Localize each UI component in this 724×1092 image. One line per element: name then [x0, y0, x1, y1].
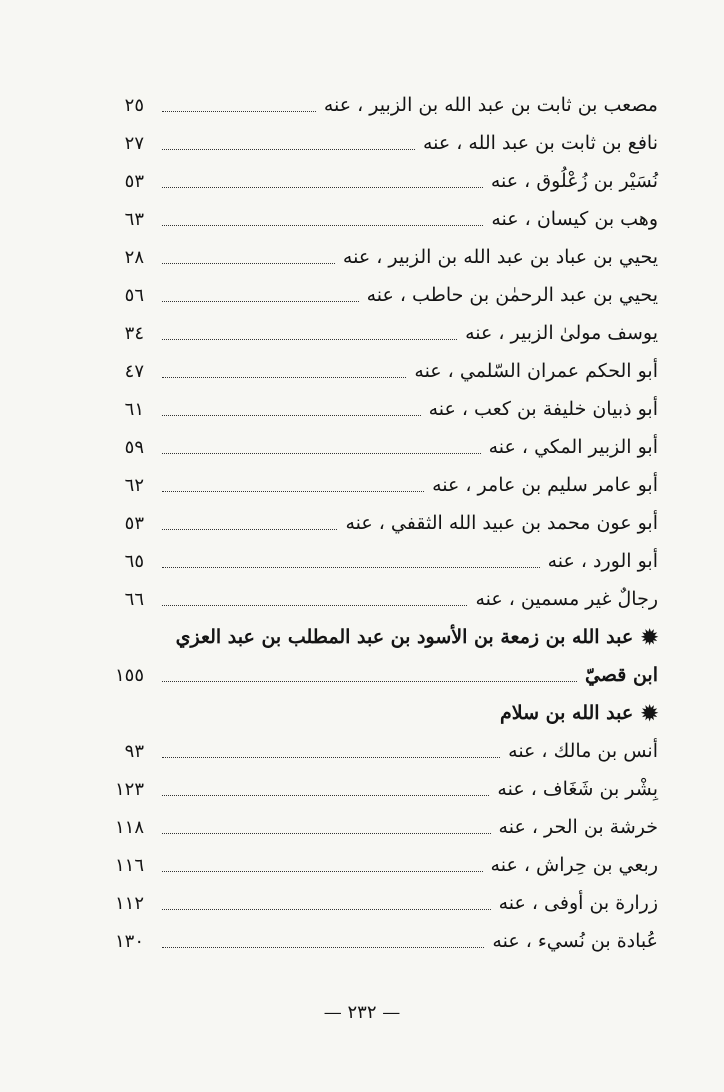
dot-leader — [162, 681, 577, 682]
entry-page: ٢٥ — [124, 94, 144, 116]
entry-name: بِشْر بن شَغَاف ، عنه — [497, 778, 658, 800]
entry-page: ١١٢ — [114, 892, 144, 914]
index-entry — [84, 390, 658, 428]
entry-name: زرارة بن أوفى ، عنه — [498, 892, 658, 914]
entry-page: ١٣٠ — [114, 930, 144, 952]
entry-page: ١١٦ — [114, 854, 144, 876]
dot-leader — [162, 453, 481, 454]
dot-leader — [162, 529, 337, 530]
section-heading-abdullah-bin-zamaa — [84, 618, 658, 656]
entry-name: خرشة بن الحر ، عنه — [498, 816, 658, 838]
dot-leader — [162, 871, 483, 872]
entry-name: ربعي بن حِراش ، عنه — [490, 854, 658, 876]
entry-page: ٥٣ — [124, 512, 144, 534]
entry-page: ٦١ — [124, 398, 144, 420]
entry-name: أبو عامر سليم بن عامر ، عنه — [432, 474, 658, 496]
index-entry — [84, 770, 658, 808]
heading-text: عبد الله بن زمعة بن الأسود بن عبد المطلب بن عبد العزي — [175, 626, 634, 648]
section-heading-abdullah-bin-salam — [84, 694, 658, 732]
entry-name: نُسَيْر بن زُعْلُوق ، عنه — [490, 170, 658, 192]
entry-name: نافع بن ثابت بن عبد الله ، عنه — [422, 132, 658, 154]
entry-page: ١١٨ — [114, 816, 144, 838]
dot-leader — [162, 225, 483, 226]
entry-page: ٩٣ — [124, 740, 144, 762]
entry-name: يحيي بن عباد بن عبد الله بن الزبير ، عنه — [342, 246, 658, 268]
entry-page: ١٥٥ — [114, 664, 144, 686]
entry-page: ٥٩ — [124, 436, 144, 458]
heading-continuation — [84, 656, 658, 694]
entry-name: أبو عون محمد بن عبيد الله الثقفي ، عنه — [345, 512, 658, 534]
dot-leader — [162, 301, 359, 302]
entry-name: أبو الورد ، عنه — [547, 550, 658, 572]
dot-leader — [162, 605, 467, 606]
entry-page: ٣٤ — [124, 322, 144, 344]
index-entry — [84, 276, 658, 314]
entry-list-a — [84, 86, 658, 618]
entry-name: يحيي بن عبد الرحمٰن بن حاطب ، عنه — [366, 284, 658, 306]
dot-leader — [162, 491, 424, 492]
index-entry — [84, 200, 658, 238]
dot-leader — [162, 567, 540, 568]
entry-name: يوسف مولىٰ الزبير ، عنه — [465, 322, 658, 344]
dot-leader — [162, 263, 335, 264]
entry-page: ٦٦ — [124, 588, 144, 610]
index-entry — [84, 504, 658, 542]
dot-leader — [162, 757, 500, 758]
dot-leader — [162, 833, 491, 834]
index-entry — [84, 846, 658, 884]
star-icon: ✹ — [641, 625, 658, 649]
index-entry — [84, 352, 658, 390]
dot-leader — [162, 111, 316, 112]
entry-page: ٤٧ — [124, 360, 144, 382]
index-entry — [84, 808, 658, 846]
dot-leader — [162, 909, 491, 910]
index-entry — [84, 124, 658, 162]
entry-name: رجالٌ غير مسمين ، عنه — [475, 588, 658, 610]
index-page — [84, 86, 658, 960]
entry-page: ١٢٣ — [114, 778, 144, 800]
entry-page: ٦٣ — [124, 208, 144, 230]
index-entry — [84, 542, 658, 580]
dot-leader — [162, 339, 457, 340]
entry-name: أبو الحكم عمران السّلمي ، عنه — [414, 360, 658, 382]
dot-leader — [162, 947, 484, 948]
entry-page: ٦٥ — [124, 550, 144, 572]
entry-list-b — [84, 732, 658, 960]
index-entry — [84, 922, 658, 960]
dot-leader — [162, 795, 489, 796]
index-entry — [84, 86, 658, 124]
heading-text: عبد الله بن سلام — [500, 702, 634, 724]
entry-page: ٥٦ — [124, 284, 144, 306]
page-number: — ٢٣٢ — — [323, 1002, 401, 1023]
dot-leader — [162, 187, 483, 188]
entry-page: ٦٢ — [124, 474, 144, 496]
entry-name: عُبادة بن نُسيء ، عنه — [492, 930, 658, 952]
dot-leader — [162, 415, 421, 416]
entry-page: ٥٣ — [124, 170, 144, 192]
index-entry — [84, 466, 658, 504]
dot-leader — [162, 149, 415, 150]
entry-name: مصعب بن ثابت بن عبد الله بن الزبير ، عنه — [323, 94, 658, 116]
index-entry — [84, 428, 658, 466]
entry-page: ٢٨ — [124, 246, 144, 268]
entry-name: أبو الزبير المكي ، عنه — [488, 436, 658, 458]
index-entry — [84, 884, 658, 922]
index-entry — [84, 162, 658, 200]
entry-name: أنس بن مالك ، عنه — [508, 740, 658, 762]
entry-page: ٢٧ — [124, 132, 144, 154]
entry-name: وهب بن كيسان ، عنه — [491, 208, 658, 230]
index-entry — [84, 732, 658, 770]
index-entry — [84, 580, 658, 618]
heading-text-cont: ابن قصيّ — [584, 664, 658, 686]
star-icon: ✹ — [641, 701, 658, 725]
entry-name: أبو ذبيان خليفة بن كعب ، عنه — [428, 398, 658, 420]
dot-leader — [162, 377, 406, 378]
index-entry — [84, 314, 658, 352]
index-entry — [84, 238, 658, 276]
